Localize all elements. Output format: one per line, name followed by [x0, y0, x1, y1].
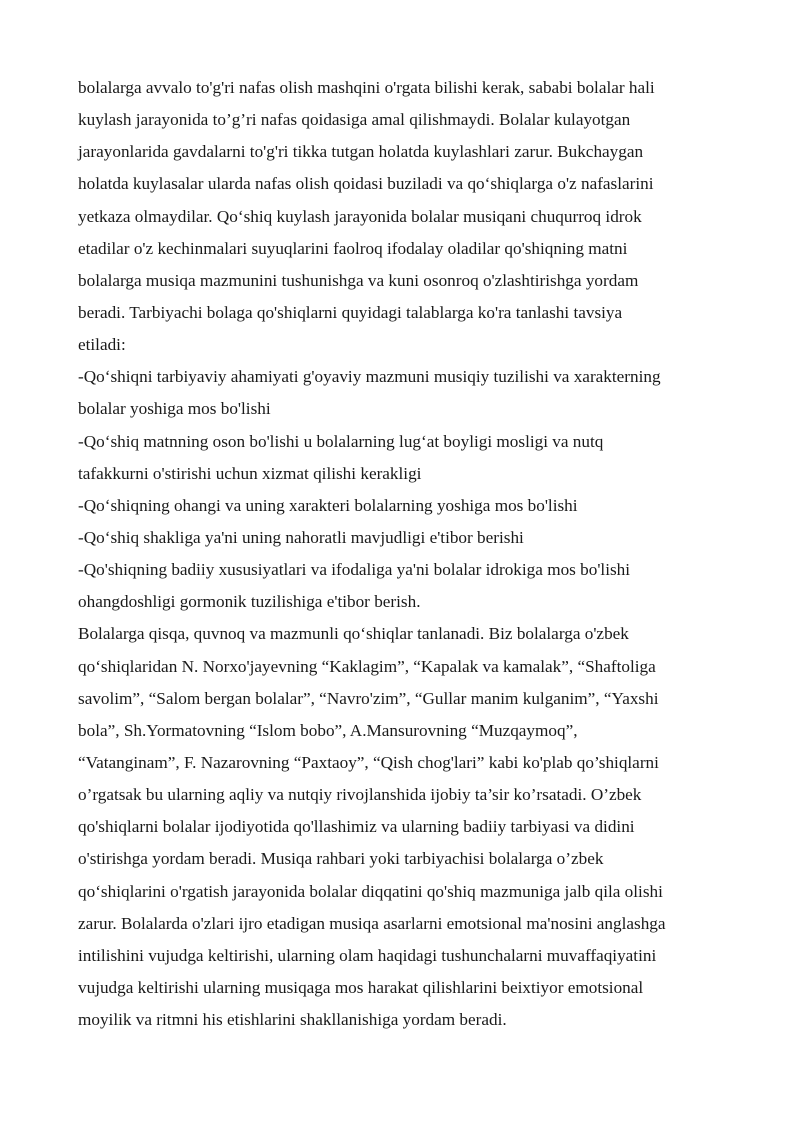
text-line: o'stirishga yordam beradi. Musiqa rahbari yoki tarbiyachisi bolalarga o’zbek	[78, 849, 604, 869]
text-line: zarur. Bolalarda o'zlari ijro etadigan musiqa asarlarni emotsional ma'nosini anglashga	[78, 913, 666, 933]
list-item-line: -Qo'shiqning badiiy xususiyatlari va ifodaliga ya'ni bolalar idrokiga mos bo'lishi	[78, 560, 631, 580]
text-line: yetkaza olmaydilar. Qo‘shiq kuylash jarayonida bolalar musiqani chuqurroq idrok	[78, 206, 642, 226]
text-line: qo‘shiqlaridan N. Norxo'jayevning “Kaklagim”, “Kapalak va kamalak”, “Shaftoliga	[78, 656, 656, 676]
text-line: etiladi:	[78, 335, 126, 355]
text-line: bolalarga avvalo to'g'ri nafas olish mashqini o'rgata bilishi kerak, sababi bolalar hali	[78, 78, 655, 97]
text-line: bolalarga musiqa mazmunini tushunishga va kuni osonroq o'zlashtirishga yordam	[78, 270, 639, 290]
text-line: holatda kuylasalar ularda nafas olish qoidasi buziladi va qo‘shiqlarga o'z nafaslarini	[78, 174, 654, 194]
document-body	[78, 72, 738, 1036]
text-line: qo‘shiqlarini o'rgatish jarayonida bolalar diqqatini qo'shiq mazmuniga jalb qila olishi	[78, 881, 663, 901]
list-item-line: -Qo‘shiq shakliga ya'ni uning nahoratli mavjudligi e'tibor berishi	[78, 527, 524, 547]
text-line: kuylash jarayonida to’g’ri nafas qoidasiga amal qilishmaydi. Bolalar kulayotgan	[78, 110, 631, 130]
list-item-line: tafakkurni o'stirishi uchun xizmat qilishi kerakligi	[78, 463, 422, 483]
text-line: etadilar o'z kechinmalari suyuqlarini faolroq ifodalay oladilar qo'shiqning matni	[78, 238, 628, 258]
text-line: savolim”, “Salom bergan bolalar”, “Navro'zim”, “Gullar manim kulganim”, “Yaxshi	[78, 688, 659, 708]
text-line: Bolalarga qisqa, quvnoq va mazmunli qo‘shiqlar tanlanadi. Biz bolalarga o'zbek	[78, 624, 629, 644]
list-item-line: -Qo‘shiqning ohangi va uning xarakteri bolalarning yoshiga mos bo'lishi	[78, 495, 578, 515]
text-line: o’rgatsak bu ularning aqliy va nutqiy rivojlanshida ijobiy ta’sir ko’rsatadi. O’zbek	[78, 785, 642, 805]
text-line: moyilik va ritmni his etishlarini shakllanishiga yordam beradi.	[78, 1010, 507, 1030]
text-line: bola”, Sh.Yormatovning “Islom bobo”, A.Mansurovning “Muzqaymoq”,	[78, 720, 578, 740]
list-item-line: ohangdoshligi gormonik tuzilishiga e'tibor berish.	[78, 592, 421, 612]
text-line: “Vatanginam”, F. Nazarovning “Paxtaoy”, “Qish chog'lari” kabi ko'plab qo’shiqlarni	[78, 752, 659, 772]
list-item-line: bolalar yoshiga mos bo'lishi	[78, 399, 271, 419]
text-line: qo'shiqlarni bolalar ijodiyotida qo'llashimiz va ularning badiiy tarbiyasi va didini	[78, 817, 635, 837]
text-line: beradi. Tarbiyachi bolaga qo'shiqlarni quyidagi talablarga ko'ra tanlashi tavsiya	[78, 302, 623, 322]
text-line: vujudga keltirishi ularning musiqaga mos harakat qilishlarini beixtiyor emotsional	[78, 977, 644, 997]
list-item-line: -Qo‘shiqni tarbiyaviy ahamiyati g'oyaviy mazmuni musiqiy tuzilishi va xarakterning	[78, 367, 661, 387]
list-item-line: -Qo‘shiq matnning oson bo'lishi u bolalarning lug‘at boyligi mosligi va nutq	[78, 431, 604, 451]
text-line: jarayonlarida gavdalarni to'g'ri tikka tutgan holatda kuylashlari zarur. Bukchaygan	[78, 142, 644, 162]
text-line: intilishini vujudga keltirishi, ularning olam haqidagi tushunchalarni muvaffaqiyatini	[78, 945, 657, 965]
